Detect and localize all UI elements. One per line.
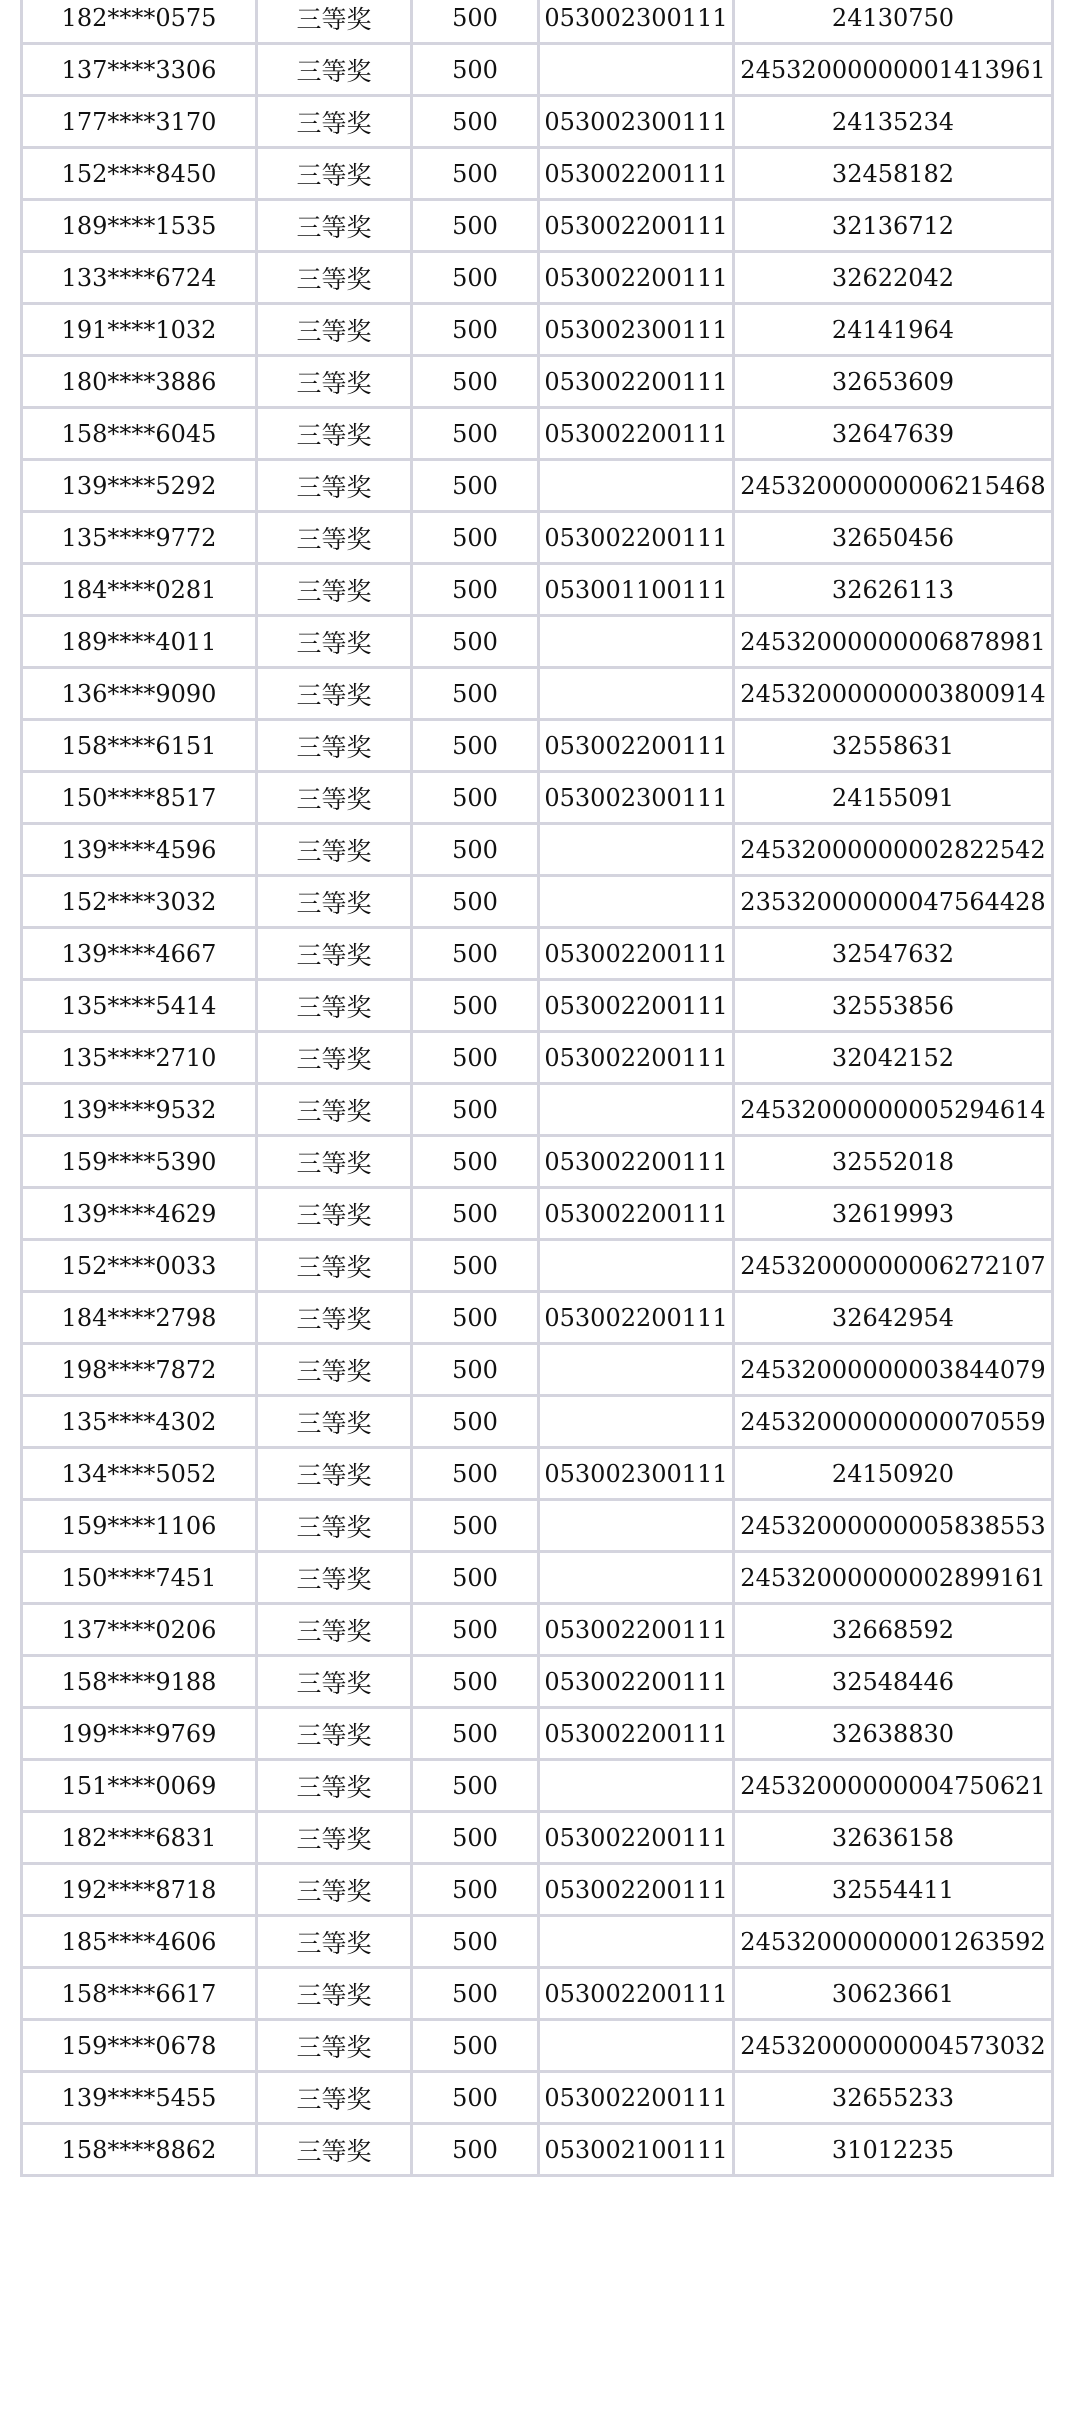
table-row <box>22 2072 1053 2124</box>
table-row <box>22 772 1053 824</box>
code-cell: 053002300111 <box>539 0 734 44</box>
phone-cell: 135****5414 <box>22 980 257 1032</box>
phone-cell: 135****9772 <box>22 512 257 564</box>
table-row <box>22 1188 1053 1240</box>
prize-level-cell: 三等奖 <box>257 1240 412 1292</box>
table-row <box>22 1032 1053 1084</box>
table-row <box>22 668 1053 720</box>
prize-level-cell: 三等奖 <box>257 148 412 200</box>
code-cell: 053002200111 <box>539 1864 734 1916</box>
table-row <box>22 876 1053 928</box>
table-row <box>22 1656 1053 1708</box>
prize-level-cell: 三等奖 <box>257 928 412 980</box>
prize-level-cell: 三等奖 <box>257 44 412 96</box>
table-row <box>22 1864 1053 1916</box>
phone-cell: 139****5455 <box>22 2072 257 2124</box>
prize-level-cell: 三等奖 <box>257 512 412 564</box>
table-row <box>22 0 1053 44</box>
code-cell <box>539 1344 734 1396</box>
amount-cell: 500 <box>412 460 539 512</box>
serial-number-cell: 24532000000004750621 <box>734 1760 1053 1812</box>
phone-cell: 152****0033 <box>22 1240 257 1292</box>
prize-level-cell: 三等奖 <box>257 1656 412 1708</box>
table-row <box>22 252 1053 304</box>
table-row <box>22 356 1053 408</box>
phone-cell: 158****6617 <box>22 1968 257 2020</box>
table-row <box>22 1240 1053 1292</box>
table-row <box>22 1084 1053 1136</box>
phone-cell: 150****8517 <box>22 772 257 824</box>
amount-cell: 500 <box>412 96 539 148</box>
amount-cell: 500 <box>412 1396 539 1448</box>
phone-cell: 151****0069 <box>22 1760 257 1812</box>
serial-number-cell: 32642954 <box>734 1292 1053 1344</box>
code-cell: 053002200111 <box>539 512 734 564</box>
phone-cell: 152****3032 <box>22 876 257 928</box>
prize-level-cell: 三等奖 <box>257 1344 412 1396</box>
phone-cell: 150****7451 <box>22 1552 257 1604</box>
serial-number-cell: 24150920 <box>734 1448 1053 1500</box>
phone-cell: 159****1106 <box>22 1500 257 1552</box>
code-cell <box>539 460 734 512</box>
amount-cell: 500 <box>412 1292 539 1344</box>
serial-number-cell: 24532000000006878981 <box>734 616 1053 668</box>
prize-level-cell: 三等奖 <box>257 616 412 668</box>
code-cell <box>539 1240 734 1292</box>
amount-cell: 500 <box>412 1916 539 1968</box>
code-cell: 053002300111 <box>539 304 734 356</box>
phone-cell: 184****2798 <box>22 1292 257 1344</box>
table-row <box>22 512 1053 564</box>
table-row <box>22 1968 1053 2020</box>
code-cell: 053002200111 <box>539 1656 734 1708</box>
amount-cell: 500 <box>412 564 539 616</box>
prize-level-cell: 三等奖 <box>257 304 412 356</box>
table-row <box>22 720 1053 772</box>
code-cell: 053002300111 <box>539 772 734 824</box>
serial-number-cell: 32554411 <box>734 1864 1053 1916</box>
prize-level-cell: 三等奖 <box>257 720 412 772</box>
phone-cell: 182****6831 <box>22 1812 257 1864</box>
amount-cell: 500 <box>412 2020 539 2072</box>
prize-level-cell: 三等奖 <box>257 1448 412 1500</box>
prize-level-cell: 三等奖 <box>257 2072 412 2124</box>
phone-cell: 158****9188 <box>22 1656 257 1708</box>
code-cell: 053002200111 <box>539 356 734 408</box>
code-cell: 053002200111 <box>539 252 734 304</box>
amount-cell: 500 <box>412 1344 539 1396</box>
phone-cell: 139****9532 <box>22 1084 257 1136</box>
serial-number-cell: 32653609 <box>734 356 1053 408</box>
code-cell: 053002200111 <box>539 1604 734 1656</box>
prize-level-cell: 三等奖 <box>257 1136 412 1188</box>
phone-cell: 198****7872 <box>22 1344 257 1396</box>
code-cell <box>539 1760 734 1812</box>
serial-number-cell: 24532000000006272107 <box>734 1240 1053 1292</box>
prize-level-cell: 三等奖 <box>257 2020 412 2072</box>
phone-cell: 158****8862 <box>22 2124 257 2176</box>
prize-level-cell: 三等奖 <box>257 356 412 408</box>
serial-number-cell: 32558631 <box>734 720 1053 772</box>
prize-level-cell: 三等奖 <box>257 1396 412 1448</box>
winners-table-body <box>22 0 1053 2176</box>
serial-number-cell: 24532000000006215468 <box>734 460 1053 512</box>
table-row <box>22 148 1053 200</box>
code-cell <box>539 1500 734 1552</box>
amount-cell: 500 <box>412 2072 539 2124</box>
amount-cell: 500 <box>412 1656 539 1708</box>
prize-level-cell: 三等奖 <box>257 96 412 148</box>
phone-cell: 158****6151 <box>22 720 257 772</box>
prize-level-cell: 三等奖 <box>257 1968 412 2020</box>
winners-table-container <box>20 0 1051 2177</box>
code-cell <box>539 1916 734 1968</box>
serial-number-cell: 32548446 <box>734 1656 1053 1708</box>
prize-level-cell: 三等奖 <box>257 772 412 824</box>
table-row <box>22 1916 1053 1968</box>
table-row <box>22 96 1053 148</box>
code-cell: 053002200111 <box>539 1188 734 1240</box>
code-cell: 053002200111 <box>539 1708 734 1760</box>
phone-cell: 139****4667 <box>22 928 257 980</box>
phone-cell: 137****0206 <box>22 1604 257 1656</box>
prize-level-cell: 三等奖 <box>257 1552 412 1604</box>
serial-number-cell: 32650456 <box>734 512 1053 564</box>
table-row <box>22 1396 1053 1448</box>
amount-cell: 500 <box>412 1084 539 1136</box>
prize-level-cell: 三等奖 <box>257 564 412 616</box>
prize-level-cell: 三等奖 <box>257 2124 412 2176</box>
amount-cell: 500 <box>412 148 539 200</box>
code-cell <box>539 2020 734 2072</box>
serial-number-cell: 32636158 <box>734 1812 1053 1864</box>
serial-number-cell: 23532000000047564428 <box>734 876 1053 928</box>
table-row <box>22 1552 1053 1604</box>
serial-number-cell: 32136712 <box>734 200 1053 252</box>
prize-level-cell: 三等奖 <box>257 200 412 252</box>
code-cell <box>539 1396 734 1448</box>
amount-cell: 500 <box>412 1968 539 2020</box>
phone-cell: 182****0575 <box>22 0 257 44</box>
code-cell: 053002200111 <box>539 148 734 200</box>
serial-number-cell: 32638830 <box>734 1708 1053 1760</box>
amount-cell: 500 <box>412 980 539 1032</box>
table-row <box>22 2020 1053 2072</box>
code-cell: 053002200111 <box>539 2072 734 2124</box>
serial-number-cell: 24532000000005294614 <box>734 1084 1053 1136</box>
amount-cell: 500 <box>412 512 539 564</box>
serial-number-cell: 24532000000001263592 <box>734 1916 1053 1968</box>
phone-cell: 185****4606 <box>22 1916 257 1968</box>
amount-cell: 500 <box>412 1708 539 1760</box>
phone-cell: 134****5052 <box>22 1448 257 1500</box>
prize-level-cell: 三等奖 <box>257 668 412 720</box>
phone-cell: 184****0281 <box>22 564 257 616</box>
serial-number-cell: 30623661 <box>734 1968 1053 2020</box>
amount-cell: 500 <box>412 356 539 408</box>
amount-cell: 500 <box>412 616 539 668</box>
amount-cell: 500 <box>412 824 539 876</box>
code-cell: 053002200111 <box>539 200 734 252</box>
table-row <box>22 564 1053 616</box>
serial-number-cell: 32552018 <box>734 1136 1053 1188</box>
code-cell: 053002200111 <box>539 1136 734 1188</box>
serial-number-cell: 24532000000005838553 <box>734 1500 1053 1552</box>
table-row <box>22 1604 1053 1656</box>
amount-cell: 500 <box>412 304 539 356</box>
table-row <box>22 1500 1053 1552</box>
code-cell: 053002200111 <box>539 1032 734 1084</box>
serial-number-cell: 24141964 <box>734 304 1053 356</box>
amount-cell: 500 <box>412 1500 539 1552</box>
code-cell <box>539 1084 734 1136</box>
phone-cell: 139****5292 <box>22 460 257 512</box>
prize-level-cell: 三等奖 <box>257 1812 412 1864</box>
code-cell <box>539 1552 734 1604</box>
table-row <box>22 824 1053 876</box>
prize-level-cell: 三等奖 <box>257 1188 412 1240</box>
amount-cell: 500 <box>412 928 539 980</box>
prize-level-cell: 三等奖 <box>257 1604 412 1656</box>
amount-cell: 500 <box>412 720 539 772</box>
phone-cell: 180****3886 <box>22 356 257 408</box>
prize-level-cell: 三等奖 <box>257 460 412 512</box>
amount-cell: 500 <box>412 1188 539 1240</box>
prize-level-cell: 三等奖 <box>257 408 412 460</box>
prize-level-cell: 三等奖 <box>257 1292 412 1344</box>
code-cell: 053002300111 <box>539 1448 734 1500</box>
winners-table <box>20 0 1054 2177</box>
amount-cell: 500 <box>412 0 539 44</box>
code-cell: 053002200111 <box>539 980 734 1032</box>
table-row <box>22 928 1053 980</box>
amount-cell: 500 <box>412 1604 539 1656</box>
prize-level-cell: 三等奖 <box>257 876 412 928</box>
amount-cell: 500 <box>412 1032 539 1084</box>
phone-cell: 133****6724 <box>22 252 257 304</box>
serial-number-cell: 31012235 <box>734 2124 1053 2176</box>
phone-cell: 139****4596 <box>22 824 257 876</box>
phone-cell: 191****1032 <box>22 304 257 356</box>
code-cell: 053002200111 <box>539 1812 734 1864</box>
serial-number-cell: 24532000000002822542 <box>734 824 1053 876</box>
table-row <box>22 1344 1053 1396</box>
prize-level-cell: 三等奖 <box>257 252 412 304</box>
prize-level-cell: 三等奖 <box>257 824 412 876</box>
code-cell: 053002200111 <box>539 1292 734 1344</box>
serial-number-cell: 32553856 <box>734 980 1053 1032</box>
table-row <box>22 44 1053 96</box>
serial-number-cell: 32619993 <box>734 1188 1053 1240</box>
code-cell: 053002100111 <box>539 2124 734 2176</box>
serial-number-cell: 24532000000002899161 <box>734 1552 1053 1604</box>
amount-cell: 500 <box>412 200 539 252</box>
table-row <box>22 304 1053 356</box>
serial-number-cell: 24135234 <box>734 96 1053 148</box>
table-row <box>22 1812 1053 1864</box>
amount-cell: 500 <box>412 1448 539 1500</box>
table-row <box>22 1292 1053 1344</box>
prize-level-cell: 三等奖 <box>257 1032 412 1084</box>
serial-number-cell: 24532000000003844079 <box>734 1344 1053 1396</box>
table-row <box>22 1760 1053 1812</box>
table-row <box>22 408 1053 460</box>
amount-cell: 500 <box>412 2124 539 2176</box>
serial-number-cell: 24532000000001413961 <box>734 44 1053 96</box>
code-cell: 053002200111 <box>539 1968 734 2020</box>
serial-number-cell: 32668592 <box>734 1604 1053 1656</box>
phone-cell: 152****8450 <box>22 148 257 200</box>
code-cell: 053002300111 <box>539 96 734 148</box>
amount-cell: 500 <box>412 876 539 928</box>
amount-cell: 500 <box>412 1812 539 1864</box>
serial-number-cell: 24532000000000070559 <box>734 1396 1053 1448</box>
amount-cell: 500 <box>412 668 539 720</box>
prize-level-cell: 三等奖 <box>257 1760 412 1812</box>
amount-cell: 500 <box>412 1136 539 1188</box>
amount-cell: 500 <box>412 772 539 824</box>
phone-cell: 136****9090 <box>22 668 257 720</box>
code-cell <box>539 44 734 96</box>
table-row <box>22 1708 1053 1760</box>
serial-number-cell: 24130750 <box>734 0 1053 44</box>
phone-cell: 159****0678 <box>22 2020 257 2072</box>
table-row <box>22 2124 1053 2176</box>
amount-cell: 500 <box>412 252 539 304</box>
prize-level-cell: 三等奖 <box>257 980 412 1032</box>
serial-number-cell: 24532000000003800914 <box>734 668 1053 720</box>
prize-level-cell: 三等奖 <box>257 1916 412 1968</box>
amount-cell: 500 <box>412 44 539 96</box>
amount-cell: 500 <box>412 408 539 460</box>
phone-cell: 135****4302 <box>22 1396 257 1448</box>
amount-cell: 500 <box>412 1240 539 1292</box>
code-cell: 053002200111 <box>539 928 734 980</box>
prize-level-cell: 三等奖 <box>257 0 412 44</box>
serial-number-cell: 24532000000004573032 <box>734 2020 1053 2072</box>
amount-cell: 500 <box>412 1552 539 1604</box>
code-cell <box>539 668 734 720</box>
code-cell <box>539 616 734 668</box>
serial-number-cell: 24155091 <box>734 772 1053 824</box>
table-row <box>22 980 1053 1032</box>
phone-cell: 159****5390 <box>22 1136 257 1188</box>
code-cell <box>539 824 734 876</box>
amount-cell: 500 <box>412 1864 539 1916</box>
phone-cell: 177****3170 <box>22 96 257 148</box>
amount-cell: 500 <box>412 1760 539 1812</box>
serial-number-cell: 32458182 <box>734 148 1053 200</box>
phone-cell: 158****6045 <box>22 408 257 460</box>
table-row <box>22 200 1053 252</box>
prize-level-cell: 三等奖 <box>257 1084 412 1136</box>
phone-cell: 199****9769 <box>22 1708 257 1760</box>
prize-level-cell: 三等奖 <box>257 1708 412 1760</box>
serial-number-cell: 32042152 <box>734 1032 1053 1084</box>
phone-cell: 189****4011 <box>22 616 257 668</box>
code-cell: 053002200111 <box>539 408 734 460</box>
table-row <box>22 1448 1053 1500</box>
phone-cell: 137****3306 <box>22 44 257 96</box>
code-cell: 053001100111 <box>539 564 734 616</box>
table-row <box>22 616 1053 668</box>
serial-number-cell: 32626113 <box>734 564 1053 616</box>
serial-number-cell: 32622042 <box>734 252 1053 304</box>
serial-number-cell: 32647639 <box>734 408 1053 460</box>
phone-cell: 135****2710 <box>22 1032 257 1084</box>
table-row <box>22 1136 1053 1188</box>
phone-cell: 189****1535 <box>22 200 257 252</box>
code-cell <box>539 876 734 928</box>
table-row <box>22 460 1053 512</box>
serial-number-cell: 32547632 <box>734 928 1053 980</box>
serial-number-cell: 32655233 <box>734 2072 1053 2124</box>
prize-level-cell: 三等奖 <box>257 1864 412 1916</box>
code-cell: 053002200111 <box>539 720 734 772</box>
phone-cell: 139****4629 <box>22 1188 257 1240</box>
prize-level-cell: 三等奖 <box>257 1500 412 1552</box>
phone-cell: 192****8718 <box>22 1864 257 1916</box>
